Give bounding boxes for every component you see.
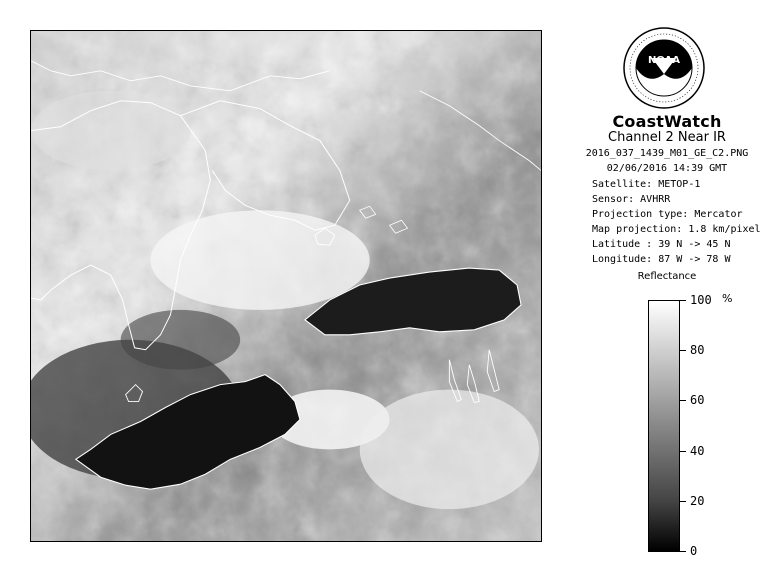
tick-mark xyxy=(680,300,686,301)
sensor: Sensor: AVHRR xyxy=(592,194,671,205)
latitude: Latitude : 39 N -> 45 N xyxy=(592,239,731,250)
tick-label: 40 xyxy=(690,444,705,458)
svg-text:NOAA: NOAA xyxy=(647,55,681,66)
info-panel xyxy=(562,18,772,563)
title: CoastWatch xyxy=(612,112,722,131)
tick-label: 0 xyxy=(690,544,698,558)
cloud-mass xyxy=(360,390,539,510)
tick-mark xyxy=(680,451,686,452)
cloud-mass xyxy=(151,210,370,310)
legend-unit: % xyxy=(722,292,733,305)
channel-label: Channel 2 Near IR xyxy=(608,130,726,145)
cloud-mass xyxy=(31,91,190,171)
longitude: Longitude: 87 W -> 78 W xyxy=(592,254,731,265)
tick-label: 60 xyxy=(690,393,705,407)
tick-mark xyxy=(680,501,686,502)
projection-type: Projection type: Mercator xyxy=(592,209,743,220)
satellite-image-svg xyxy=(31,31,541,541)
tick-label: 20 xyxy=(690,494,705,508)
satellite: Satellite: METOP-1 xyxy=(592,179,701,190)
tick-label: 100 xyxy=(690,293,712,307)
satellite-image xyxy=(30,30,542,542)
filename: 2016_037_1439_M01_GE_C2.PNG xyxy=(585,148,749,159)
noaa-logo-icon xyxy=(622,26,706,110)
tick-mark xyxy=(680,551,686,552)
map-projection: Map projection: 1.8 km/pixel xyxy=(592,224,761,235)
reflectance-colorbar xyxy=(648,300,680,552)
tick-label: 80 xyxy=(690,343,705,357)
tick-mark xyxy=(680,350,686,351)
legend-title: Reflectance xyxy=(637,271,697,282)
datetime: 02/06/2016 14:39 GMT xyxy=(606,163,728,174)
clear-area xyxy=(121,310,241,370)
tick-mark xyxy=(680,400,686,401)
